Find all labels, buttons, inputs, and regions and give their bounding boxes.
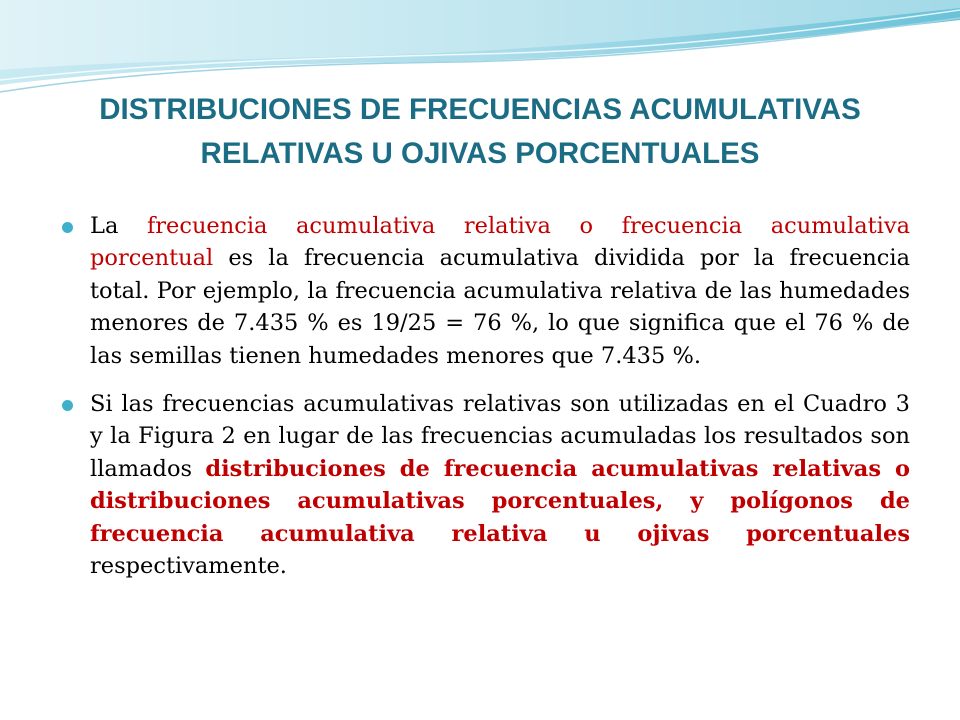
bullet-1-text-a: La (90, 213, 147, 239)
bullet-1-text-b: es la frecuencia acumulativa dividida por la frecuencia total. Por ejemplo, la frecuencia acumulativa relativa de las humedades menores de 7.435 % es 19/25 = 76 %, lo que significa que el 76 % de las semillas tienen humedades menores que 7.435 %. (90, 245, 910, 369)
slide-body (60, 210, 910, 598)
bullet-1-highlight: frecuencia acumulativa relativa o frecuencia acumulativa porcentual (90, 213, 911, 272)
bullet-2-text-b: respectivamente. (90, 553, 287, 580)
bullet-dot-icon (62, 400, 73, 411)
bullet-2-highlight: distribuciones de frecuencia acumulativas relativas o distribuciones acumulativas porcentuales, y polígonos de frecuencia acumulativa relativa u ojivas porcentuales (90, 455, 910, 547)
slide-title (20, 88, 940, 176)
bullet-item-2 (60, 388, 910, 582)
bullet-2-text-a: Si las frecuencias acumulativas relativas son utilizadas en el Cuadro 3 y la Figura 2 en lugar de las frecuencias acumuladas los resultados son llamados (90, 391, 910, 482)
slide-title-line-2: RELATIVAS U OJIVAS PORCENTUALES (200, 137, 760, 170)
bullet-dot-icon (62, 222, 73, 233)
bullet-item-1 (60, 210, 910, 372)
slide-title-line-1: DISTRIBUCIONES DE FRECUENCIAS ACUMULATIVAS (99, 93, 861, 126)
